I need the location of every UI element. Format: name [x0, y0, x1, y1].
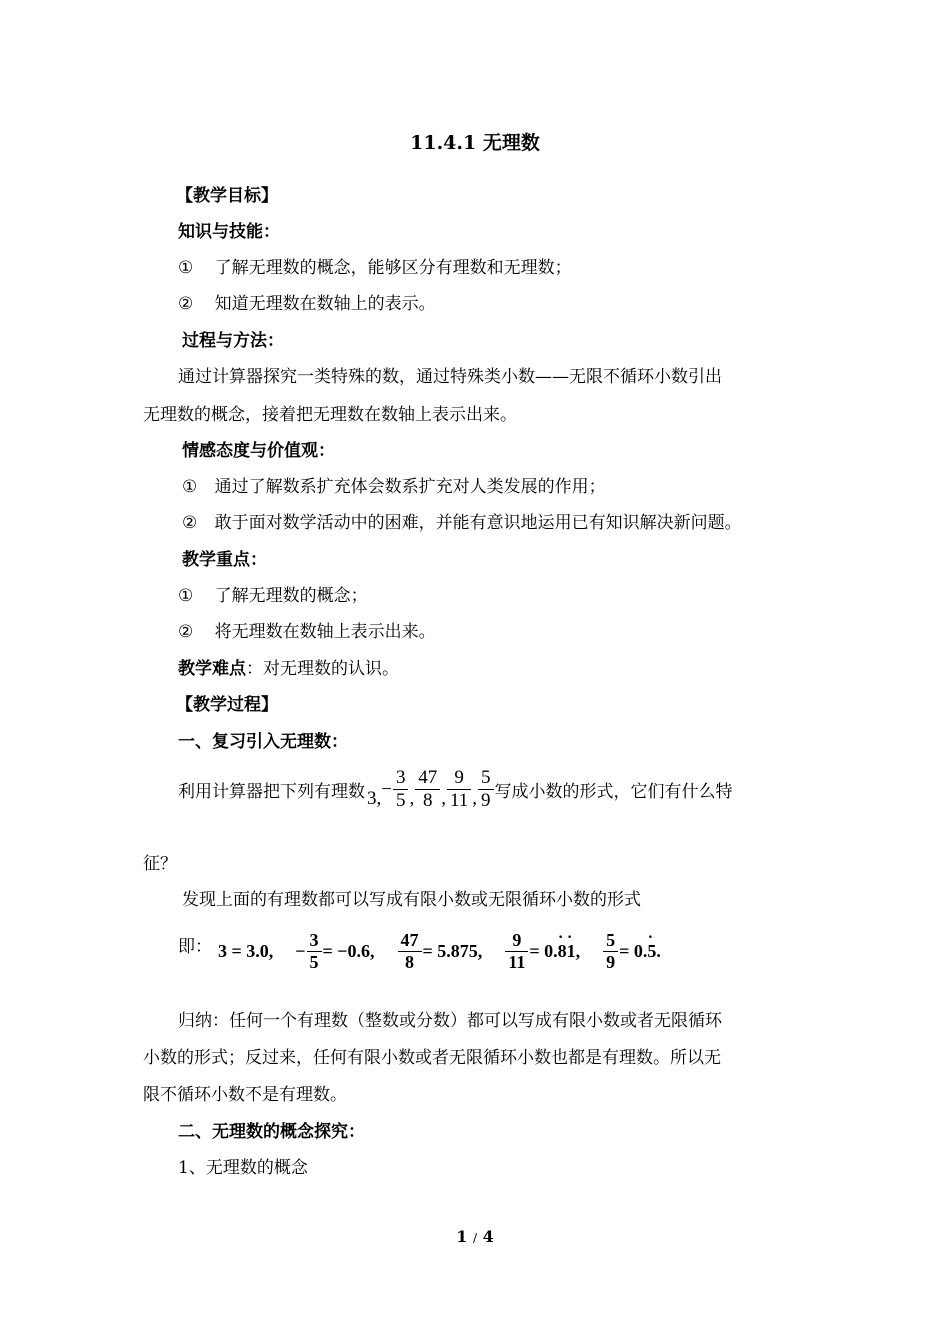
part2-item: 1、无理数的概念	[178, 1158, 308, 1178]
rational-list: 3 , − $\frac{3}{5}$ , $\frac{47}{8}$ , $\frac{9}{11}$ , $\frac{5}{9}$	[367, 767, 495, 812]
equation-3: $\frac{47}{8}$ = 5.875,	[397, 930, 483, 973]
list-marker: ②	[182, 513, 198, 533]
process-heading: 过程与方法：	[182, 331, 284, 351]
process-line-2: 无理数的概念，接着把无理数在数轴上表示出来。	[143, 405, 517, 425]
equations-line	[218, 930, 661, 973]
fraction: $\frac{3}{5}$	[393, 767, 409, 812]
emotion-item-2	[182, 508, 742, 533]
difficulty-label: 教学难点	[178, 659, 246, 679]
list-item-text: 敢于面对数学活动中的困难，并能有意识地运用已有知识解决新问题。	[214, 513, 742, 533]
question-continuation: 征？	[143, 854, 177, 874]
emotion-item-1	[182, 472, 606, 497]
key-item-1	[178, 581, 368, 606]
rational-first: 3	[367, 787, 377, 809]
knowledge-item-2	[178, 289, 436, 314]
page-number: 1 / 4	[456, 1227, 494, 1246]
summary-line-2: 小数的形式；反过来，任何有限小数或者无限循环小数也都是有理数。所以无	[143, 1048, 721, 1068]
rational-sign: −	[381, 778, 392, 800]
list-marker: ②	[178, 622, 194, 642]
key-item-2	[178, 617, 436, 642]
part1-heading: 一、复习引入无理数：	[178, 732, 348, 752]
part2-heading: 二、无理数的概念探究：	[178, 1122, 365, 1142]
page-title: 11.4.1 无理数	[410, 132, 540, 154]
process-line-1: 通过计算器探究一类特殊的数，通过特殊类小数——无限不循环小数引出	[178, 367, 722, 387]
finding-text: 发现上面的有理数都可以写成有限小数或无限循环小数的形式	[182, 890, 641, 910]
objectives-heading: 【教学目标】	[176, 186, 278, 206]
question-prefix: 利用计算器把下列有理数	[178, 782, 365, 802]
question-suffix: 写成小数的形式，它们有什么特	[494, 782, 733, 802]
list-item-text: 将无理数在数轴上表示出来。	[214, 622, 436, 642]
equation-2: − $\frac{3}{5}$ = −0.6,	[295, 930, 375, 972]
list-marker: ①	[182, 477, 198, 497]
equation-5: $\frac{5}{9}$ = 0. . 5 .	[602, 930, 661, 973]
knowledge-heading: 知识与技能：	[178, 222, 280, 242]
fraction: $\frac{47}{8}$	[415, 767, 440, 812]
fraction: $\frac{9}{11}$	[447, 767, 471, 812]
equation-1: 3 = 3.0,	[218, 941, 274, 961]
list-item-text: 了解无理数的概念，能够区分有理数和无理数；	[214, 258, 572, 278]
knowledge-item-1	[178, 253, 572, 278]
summary-line-3: 限不循环小数不是有理数。	[143, 1085, 347, 1105]
fraction: $\frac{5}{9}$	[478, 767, 494, 812]
part1-question	[178, 767, 733, 812]
ie-label: 即：	[178, 937, 212, 957]
equation-4: $\frac{9}{11}$ = 0. . 8 . 1 ,	[504, 930, 580, 973]
emotion-heading: 情感态度与价值观：	[182, 441, 335, 461]
list-item-text: 了解无理数的概念；	[214, 586, 368, 606]
list-marker: ①	[178, 586, 194, 606]
difficulty-line	[178, 654, 399, 679]
difficulty-text: ：对无理数的认识。	[246, 659, 399, 679]
list-item-text: 通过了解数系扩充体会数系扩充对人类发展的作用；	[214, 477, 606, 497]
list-marker: ②	[178, 294, 194, 314]
key-heading: 教学重点：	[182, 550, 267, 570]
list-item-text: 知道无理数在数轴上的表示。	[214, 294, 436, 314]
process2-heading: 【教学过程】	[176, 695, 278, 715]
list-marker: ①	[178, 258, 194, 278]
summary-line-1: 归纳：任何一个有理数（整数或分数）都可以写成有限小数或者无限循环	[178, 1011, 722, 1031]
